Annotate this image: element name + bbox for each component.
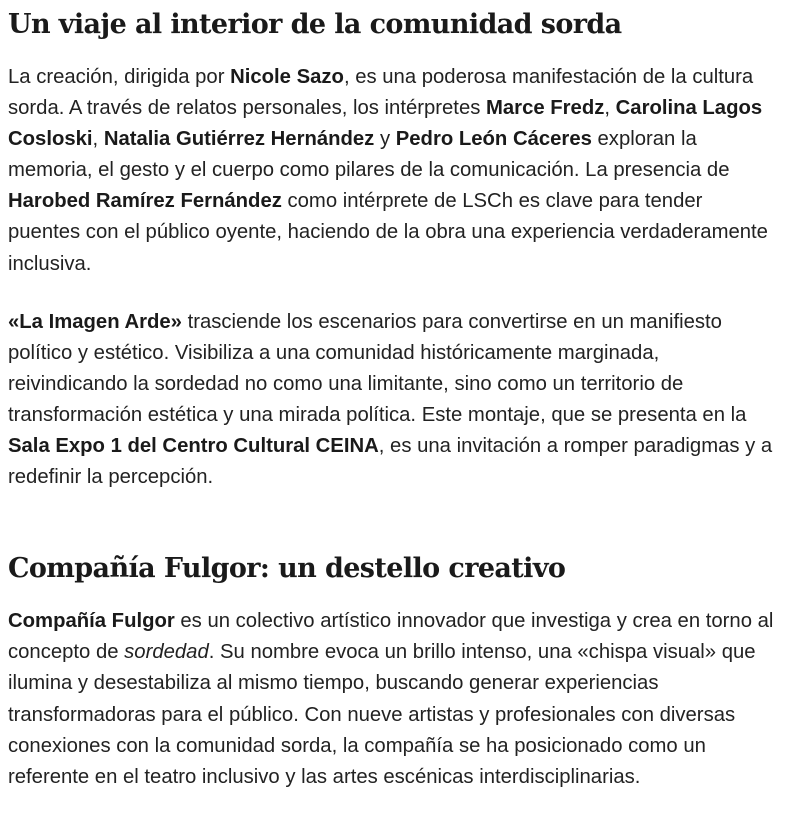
body-text: La creación, dirigida por [8,66,231,88]
body-text: exploran la memoria, el gesto y el cuerpo como pilares de la comunicación. La presencia de [8,128,730,182]
emphasis-text: «La Imagen Arde» [8,310,182,333]
emphasis-text: Harobed Ramírez Fernández [8,190,282,213]
emphasis-text: Sala Expo 1 del Centro Cultural CEINA [8,435,379,458]
emphasis-text: Pedro León Cáceres [395,128,592,151]
section-heading-fulgor: Compañía Fulgor: un destello creativo [8,553,566,585]
italic-text: sordedad [124,641,209,664]
paragraph-creacion [8,62,780,280]
section-heading-viaje: Un viaje al interior de la comunidad sorda [8,9,622,40]
emphasis-text: Nicole Sazo [230,66,344,88]
body-text: , es una poderosa manifestación de la cultura sorda. A través de relatos personales, los intérpretes [8,66,754,120]
body-text: y [374,128,396,151]
body-text: como intérprete de LSCh es clave para tender puentes con el público oyente, haciendo de la obra una experiencia verdaderamente inclusiva. [8,190,768,275]
emphasis-text: Marce Fredz [486,97,605,120]
emphasis-text: Carolina Lagos Cosloski [8,97,763,151]
body-text: . Su nombre evoca un brillo intenso, una «chispa visual» que ilumina y desestabiliza al mismo tiempo, buscando generar experiencias transformadoras para el público. Con nueve artistas y profesionales con diversas conexiones con la comunidad sorda, la compañía se ha posicionado como un referente en el teatro inclusivo y las artes escénicas interdisciplinarias. [8,641,756,788]
body-text: trasciende los escenarios para convertirse en un manifiesto político y estético. Visibiliza a una comunidad históricamente marginada, reivindicando la sordedad no como una limitante, sino como un territorio de transformación estética y una mirada política. Este montaje, que se presenta en la [8,310,747,426]
emphasis-text: Compañía Fulgor [8,610,175,633]
body-text: , [604,97,616,120]
article-body [8,0,780,793]
body-text: es un colectivo artístico innovador que investiga y crea en torno al concepto de [8,610,774,664]
body-text: , [92,128,104,151]
paragraph-compania-fulgor [8,606,780,793]
paragraph-imagen-arde [8,307,780,494]
emphasis-text: Natalia Gutiérrez Hernández [103,128,375,151]
body-text: , es una invitación a romper paradigmas y a redefinir la percepción. [8,435,773,489]
